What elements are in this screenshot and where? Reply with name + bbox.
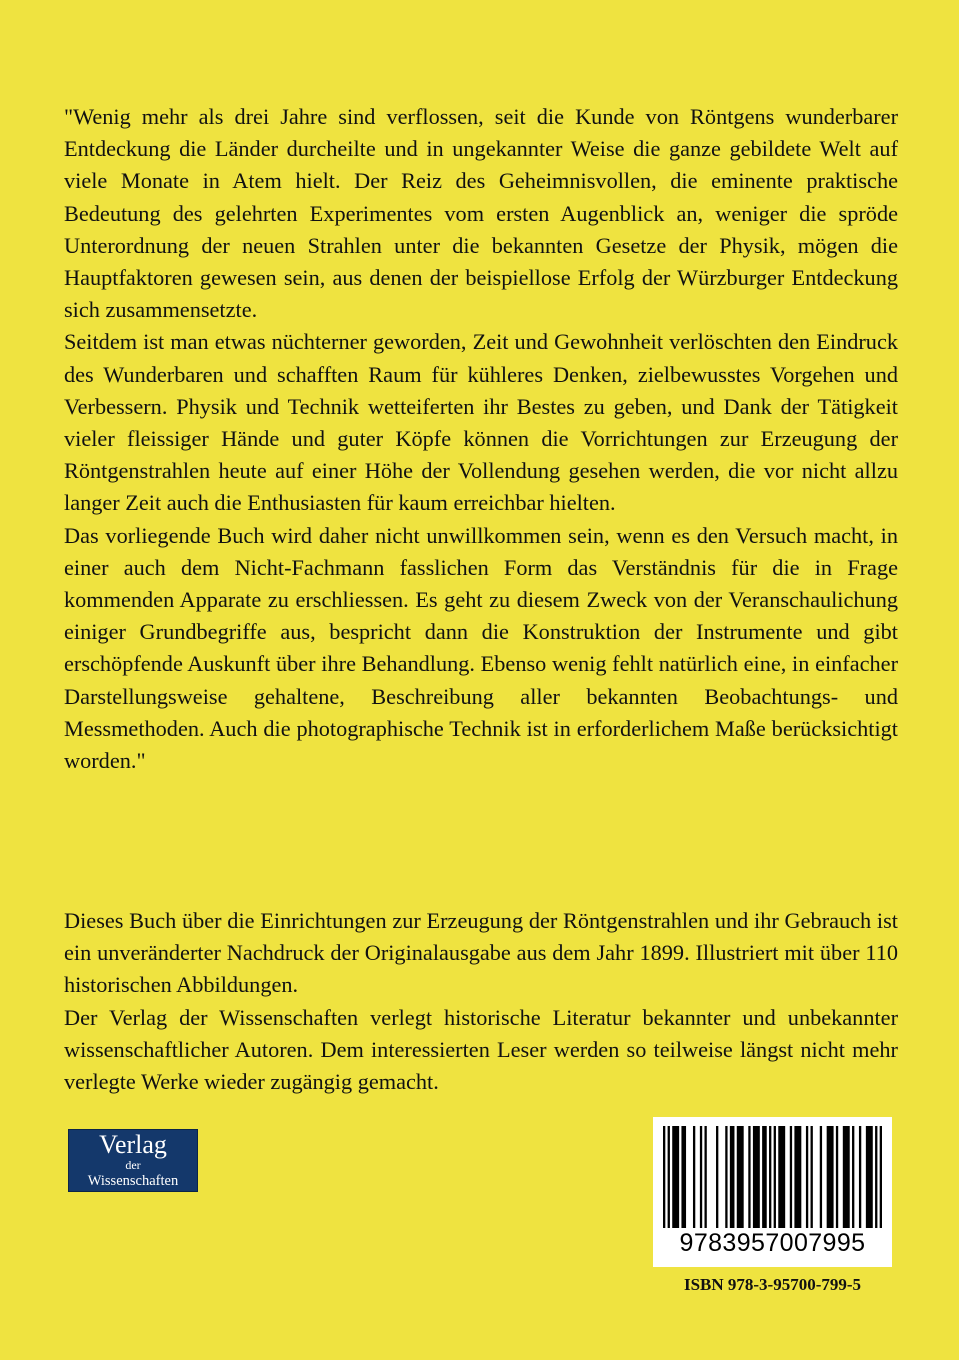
about-paragraph: Dieses Buch über die Einrichtungen zur Erzeugung der Röntgenstrahlen und ihr Gebrauch ist ein unveränderter Nachdruck der Originalausgabe aus dem Jahr 1899. Illustriert mit über 110 historischen Abbildungen.	[64, 908, 898, 998]
logo-text-verlag: Verlag	[99, 1130, 167, 1159]
barcode-bar	[875, 1126, 877, 1228]
quote-paragraph: Das vorliegende Buch wird daher nicht unwillkommen sein, wenn es den Versuch macht, in einer auch dem Nicht-Fachmann fasslichen Form das Verständnis für die in Frage kommenden Apparate zu erschliessen. Es geht zu diesem Zweck von der Veranschaulichung einiger Grundbegriffe aus, bespricht dann die Konstruktion der Instrumente und gibt erschöpfende Auskunft über ihre Behandlung. Ebenso wenig fehlt natürlich eine, in einfacher Darstellungsweise gehaltene, Beschreibung aller bekannten Beobachtungs- und Messmethoden. Auch die photographische Technik ist in erforderlichem Maße berücksichtigt worden."	[64, 522, 898, 774]
barcode-bar	[820, 1126, 822, 1228]
barcode-bar	[778, 1126, 785, 1228]
barcode-bar	[774, 1126, 776, 1228]
barcode-bar	[725, 1126, 727, 1228]
isbn-label: ISBN 978-3-95700-799-5	[683, 1275, 862, 1294]
barcode-bar	[681, 1126, 686, 1228]
barcode-bar	[700, 1126, 702, 1228]
barcode-bar	[852, 1126, 854, 1228]
barcode-bar	[859, 1126, 861, 1228]
barcode-bar	[737, 1126, 744, 1228]
logo-text-der: der	[125, 1158, 141, 1172]
quote-paragraph: Seitdem ist man etwas nüchterner geworden, Zeit und Gewohnheit verlöschten den Eindruck des Wunderbaren und schafften Raum für kühleres Denken, zielbewusstes Vorgehen und Verbessern. Physik und Technik wetteiferten ihr Bestes zu geben, und Dank der Tätigkeit vieler fleissiger Hände und guter Köpfe können die Vorrichtungen zur Erzeugung der Röntgenstrahlen heute auf einer Höhe der Vollendung gesehen werden, die vor nicht allzu langer Zeit auch die Enthusiasten für kaum erreichbar hielten.	[64, 329, 898, 516]
logo-text-wissenschaften: Wissenschaften	[87, 1173, 179, 1189]
barcode-bar	[880, 1126, 882, 1228]
barcode-digits: 9783957007995	[679, 1229, 866, 1257]
about-paragraph: Der Verlag der Wissenschaften verlegt historische Literatur bekannter und unbekannter wissenschaftlicher Autoren. Dem interessierten Leser werden so teilweise längst nicht mehr verlegte Werke wieder zugängig gemacht.	[64, 1004, 898, 1095]
barcode-box	[653, 1117, 892, 1267]
barcode-bar	[794, 1126, 801, 1228]
barcode-bar	[730, 1126, 735, 1228]
barcode-bar	[663, 1126, 665, 1228]
barcode-bar	[716, 1126, 718, 1228]
barcode-bar	[866, 1126, 873, 1228]
barcode-bar	[748, 1126, 750, 1228]
barcode-bar	[836, 1126, 838, 1228]
barcode-bar	[693, 1126, 695, 1228]
barcode-bar	[806, 1126, 808, 1228]
barcode-bar	[762, 1126, 767, 1228]
quote-block	[64, 101, 898, 777]
barcode-bar	[668, 1126, 670, 1228]
barcode-bar	[672, 1126, 679, 1228]
barcode-bar	[790, 1126, 792, 1228]
about-block	[64, 905, 898, 1098]
publisher-logo	[68, 1129, 198, 1192]
barcode-bar	[753, 1126, 760, 1228]
barcode-bars	[663, 1126, 882, 1228]
quote-paragraph: "Wenig mehr als drei Jahre sind verflossen, seit die Kunde von Röntgens wunderbarer Entdeckung die Länder durcheilte und in ungekannter Weise die ganze gebildete Welt auf viele Monate in Atem hielt. Der Reiz des Geheimnisvollen, die eminente praktische Bedeutung des gelehrten Experimentes vom ersten Augenblick an, weniger die spröde Unterordnung der neuen Strahlen unter die bekannten Gesetze der Physik, mögen die Hauptfaktoren gewesen sein, aus denen der beispiellose Erfolg der Würzburger Entdeckung sich zusammensetzte.	[64, 104, 898, 323]
barcode-bar	[769, 1126, 771, 1228]
barcode-bar	[827, 1126, 834, 1228]
barcode-bar	[843, 1126, 850, 1228]
barcode-bar	[811, 1126, 813, 1228]
barcode-bar	[704, 1126, 706, 1228]
